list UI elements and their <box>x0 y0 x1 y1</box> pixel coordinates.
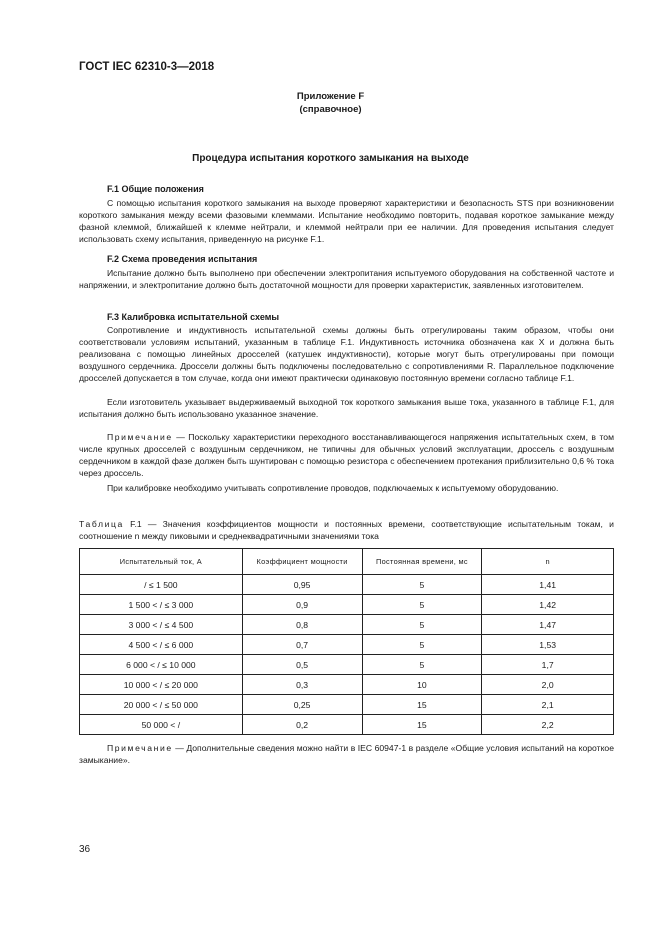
cell-test-current: 4 500 < / ≤ 6 000 <box>80 635 243 655</box>
cell-time-constant: 15 <box>362 695 482 715</box>
cell-test-current: 1 500 < / ≤ 3 000 <box>80 595 243 615</box>
cell-power-factor: 0,25 <box>242 695 362 715</box>
cell-test-current: 3 000 < / ≤ 4 500 <box>80 615 243 635</box>
cell-time-constant: 5 <box>362 595 482 615</box>
section-f2-paragraph: Испытание должно быть выполнено при обеспечении электропитания испытуемого оборудования на собственной частоте и напряжении, и электропитание должно быть достаточной мощности для проверки характеристик, заявленных изготовителем. <box>79 268 614 290</box>
cell-power-factor: 0,7 <box>242 635 362 655</box>
cell-n: 1,42 <box>482 595 614 615</box>
section-heading-f3: F.3 Калибровка испытательной схемы <box>107 312 280 322</box>
cell-power-factor: 0,5 <box>242 655 362 675</box>
cell-test-current: / ≤ 1 500 <box>80 575 243 595</box>
data-table <box>79 548 614 735</box>
table-row <box>80 575 614 595</box>
cell-power-factor: 0,95 <box>242 575 362 595</box>
cell-test-current: 50 000 < / <box>80 715 243 735</box>
section-f3-note <box>79 432 614 480</box>
header-power-factor: Коэффициент мощности <box>242 549 362 575</box>
final-note <box>79 743 614 767</box>
table-row <box>80 635 614 655</box>
cell-n: 1,41 <box>482 575 614 595</box>
annex-name: Приложение F <box>296 91 365 102</box>
cell-test-current: 10 000 < / ≤ 20 000 <box>80 675 243 695</box>
cell-time-constant: 15 <box>362 715 482 735</box>
section-heading-f2: F.2 Схема проведения испытания <box>107 254 258 264</box>
cell-power-factor: 0,3 <box>242 675 362 695</box>
table-caption <box>79 519 614 543</box>
document-header: ГОСТ IEC 62310-3—2018 <box>79 61 215 73</box>
cell-n: 2,2 <box>482 715 614 735</box>
header-time-constant: Постоянная времени, мс <box>362 549 482 575</box>
table-row <box>80 655 614 675</box>
cell-power-factor: 0,9 <box>242 595 362 615</box>
cell-test-current: 20 000 < / ≤ 50 000 <box>80 695 243 715</box>
cell-power-factor: 0,8 <box>242 615 362 635</box>
section-f1-paragraph: С помощью испытания короткого замыкания на выходе проверяют характеристики и безопасность STS при возникновении короткого замыкания между всеми фазовыми клеммами. Испытание необходимо повторить, подавая короткое замыкание между фазной клеммой, ближайшей к клемме нейтрали, и клеммой нейтрали при ее наличии. Для проведения испытания следует использовать схему испытания, приведенную на рисунке F.1. <box>79 198 614 244</box>
header-n: n <box>482 549 614 575</box>
table-row <box>80 615 614 635</box>
cell-test-current: 6 000 < / ≤ 10 000 <box>80 655 243 675</box>
header-test-current: Испытательный ток, А <box>80 549 243 575</box>
cell-power-factor: 0,2 <box>242 715 362 735</box>
cell-time-constant: 5 <box>362 635 482 655</box>
section-f3-paragraph-2: Если изготовитель указывает выдерживаемый выходной ток короткого замыкания выше тока, указанного в таблице F.1, для испытания должно быть использовано указанное значение. <box>79 397 614 419</box>
table-header-row <box>80 549 614 575</box>
table-row <box>80 675 614 695</box>
table-caption-text: F.1 — Значения коэффициентов мощности и постоянных времени, соответствующие испытательным токам, и соотношение n между пиковыми и среднеквадратичными значениями тока <box>79 519 614 541</box>
table-caption-label: Таблица <box>79 519 124 529</box>
annex-status: (справочное) <box>299 104 362 115</box>
page-title: Процедура испытания короткого замыкания на выходе <box>192 153 469 164</box>
section-f3-paragraph-3: При калибровке необходимо учитывать сопротивление проводов, подключаемых к испытуемому оборудованию. <box>107 483 559 493</box>
cell-n: 2,0 <box>482 675 614 695</box>
final-note-text: — Дополнительные сведения можно найти в IEC 60947-1 в разделе «Общие условия испытаний на короткое замыкание». <box>79 743 614 765</box>
note-label: Примечание <box>107 432 173 442</box>
table-row <box>80 595 614 615</box>
cell-n: 1,47 <box>482 615 614 635</box>
cell-n: 2,1 <box>482 695 614 715</box>
final-note-label: Примечание <box>107 743 173 753</box>
table-row <box>80 695 614 715</box>
page-number: 36 <box>79 844 91 855</box>
section-heading-f1: F.1 Общие положения <box>107 184 204 194</box>
cell-n: 1,53 <box>482 635 614 655</box>
cell-time-constant: 5 <box>362 615 482 635</box>
cell-time-constant: 5 <box>362 575 482 595</box>
cell-time-constant: 5 <box>362 655 482 675</box>
cell-time-constant: 10 <box>362 675 482 695</box>
table-row <box>80 715 614 735</box>
section-f3-paragraph-1: Сопротивление и индуктивность испытательной схемы должны быть отрегулированы таким образом, чтобы они соответствовали условиям испытаний, указанным в таблице F.1. Индуктивность источника обозначена как X и должна быть реализована с помощью линейных дросселей (катушек индуктивности), которые могут быть отрегулированы при помощи воздушного сердечника. Дроссели должны быть подключены последовательно с сопротивлениями R. Параллельное подключение дросселей допускается в том случае, когда они имеют практически одинаковую постоянную времени согласно таблице F.1. <box>79 325 614 383</box>
note-text: — Поскольку характеристики переходного восстанавливающегося напряжения испытательных схем, в том числе крупных дросселей с воздушным сердечником, не типичны для обычных условий эксплуатации, дроссель с воздушным сердечником в каждой фазе должен быть шунтирован с помощью резистора с обеспечением протекания приблизительно 0,6 % тока через дроссель. <box>79 432 614 478</box>
cell-n: 1,7 <box>482 655 614 675</box>
